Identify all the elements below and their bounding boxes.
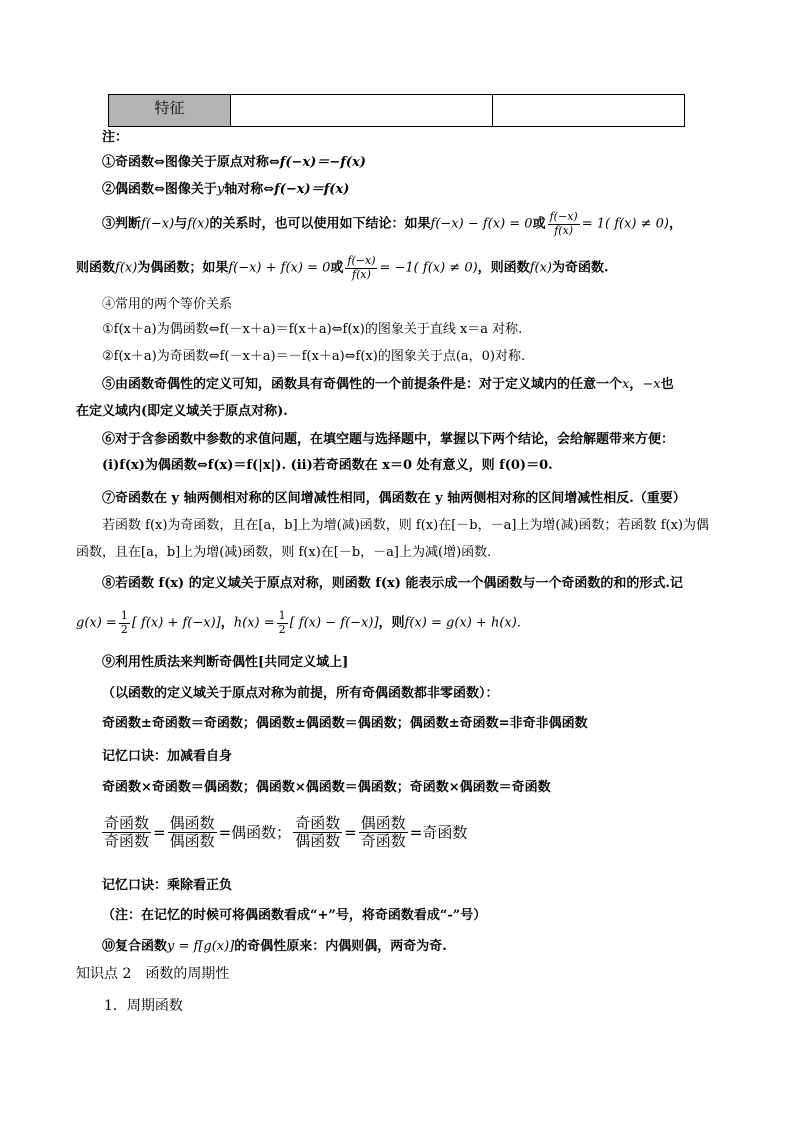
item-5-negx: −x xyxy=(642,377,661,392)
item-5-line-1 xyxy=(102,377,674,393)
division-fraction xyxy=(168,815,217,851)
item-3-line2-d: ，则函数 xyxy=(477,260,530,276)
item-4-1: ①f(x＋a)为偶函数⇔f(－x＋a)＝f(x＋a)⇔f(x)的图象关于直线 x＝a 对称. xyxy=(102,322,523,337)
item-8-sep2: ，则 xyxy=(378,615,405,631)
item-3-line2-c: 或 xyxy=(330,260,344,276)
item-3-text-b: 与 xyxy=(174,216,188,232)
item-3-line-2 xyxy=(76,255,609,281)
item-5-line-2: 在定义域内(即定义域关于原点对称). xyxy=(76,404,288,419)
fraction-denominator: 2 xyxy=(120,622,128,636)
item-1-formula: f(−x)＝−f(x) xyxy=(279,155,366,170)
item-3-sum: f(−x) + f(x) = 0 xyxy=(228,260,331,276)
item-5-text: ⑤由函数奇偶性的定义可知，函数具有奇偶性的一个前提条件是：对于定义域内的任意一个 xyxy=(102,377,623,392)
fraction-denominator: 2 xyxy=(278,622,286,636)
fraction-numerator: f(−x) xyxy=(347,254,376,267)
item-10-formula: y = f[g(x)] xyxy=(167,939,235,954)
fraction-numerator: 偶函数 xyxy=(360,814,406,832)
item-10 xyxy=(102,939,447,955)
item-8-half xyxy=(119,610,130,636)
item-9-mnemonic-1: 记忆口诀：加减看自身 xyxy=(102,749,233,764)
item-3-line-1 xyxy=(102,211,682,237)
item-2-y: y xyxy=(216,182,225,197)
item-9-rule-mul: 奇函数×奇函数＝偶函数；偶函数×偶函数＝偶函数；奇函数×偶函数＝奇函数 xyxy=(102,780,551,795)
item-9-title: ⑨利用性质法来判断奇偶性[共同定义域上] xyxy=(102,655,349,670)
item-1-text: ①奇函数⇔图像关于原点对称⇔ xyxy=(102,155,280,170)
item-5-also: 也 xyxy=(660,377,674,392)
equals-sign: = xyxy=(153,823,166,842)
item-3-text-a: ③判断 xyxy=(102,216,142,232)
item-4-2: ②f(x＋a)为奇函数⇔f(－x＋a)＝－f(x＋a)⇔f(x)的图象关于点(a，0)对称. xyxy=(102,349,526,364)
fraction-numerator: 奇函数 xyxy=(295,814,341,832)
item-8-line-1: ⑧若函数 f(x) 的定义域关于原点对称，则函数 f(x) 能表示成一个偶函数与一个奇函数的和的形式.记 xyxy=(102,576,683,591)
item-3-line2-fx: f(x) xyxy=(115,260,138,276)
item-3-text-c: 的关系时，也可以使用如下结论：如果 xyxy=(209,216,431,232)
item-3-fraction-2 xyxy=(345,255,377,281)
item-8-line-2 xyxy=(76,610,521,636)
fraction-denominator: f(x) xyxy=(352,267,371,281)
item-9-mnemonic-2: 记忆口诀：乘除看正负 xyxy=(102,878,233,893)
item-8-end: . xyxy=(516,615,521,631)
fraction-denominator: 奇函数 xyxy=(360,832,406,851)
item-8-h-lhs: h(x) = xyxy=(233,615,275,631)
fraction-numerator: f(−x) xyxy=(549,210,578,223)
fraction-numerator: 1 xyxy=(278,609,286,622)
item-3-f-negx: f(−x) xyxy=(141,216,175,232)
item-2-text: ②偶函数⇔图像关于 xyxy=(102,182,217,197)
fraction-denominator: 偶函数 xyxy=(169,832,215,851)
item-9-division-rules xyxy=(100,815,467,851)
note-label: 注： xyxy=(102,130,129,145)
item-3-line2-a: 则函数 xyxy=(76,260,116,276)
item-6-line-2: (i)f(x)为偶函数⇔f(x)＝f(|x|). (ii)若奇函数在 x＝0 处有意义，则 f(0)＝0. xyxy=(102,458,553,473)
table-row xyxy=(109,95,685,127)
item-3-line2-e: 为奇函数. xyxy=(551,260,609,276)
table-cell xyxy=(493,95,685,127)
division-fraction xyxy=(293,815,342,851)
item-1 xyxy=(102,155,366,171)
item-3-eq1: = 1( f(x) ≠ 0) xyxy=(581,216,669,232)
item-8-half-2 xyxy=(277,610,288,636)
item-3-text-e: ， xyxy=(668,216,682,232)
subsection-heading-1: 1．周期函数 xyxy=(104,998,183,1014)
item-7-line-2: 若函数 f(x)为奇函数，且在[a，b]上为增(减)函数，则 f(x)在[－b，－a]上为增(减)函数；若函数 f(x)为偶 xyxy=(102,518,709,533)
division-result-1: =偶函数； xyxy=(218,823,292,842)
division-result-2: =奇函数 xyxy=(409,823,468,842)
item-7-line-1: ⑦奇函数在 y 轴两侧相对称的区间增减性相同，偶函数在 y 轴两侧相对称的区间增减性相反.（重要） xyxy=(102,491,686,506)
fraction-denominator: 偶函数 xyxy=(295,832,341,851)
item-5-comma: ， xyxy=(629,377,643,392)
fraction-denominator: 奇函数 xyxy=(104,832,150,851)
item-3-fraction xyxy=(548,211,580,237)
item-9-rule-add: 奇函数±奇函数＝奇函数；偶函数±偶函数＝偶函数；偶函数±奇函数=非奇非偶函数 xyxy=(102,716,588,731)
item-3-eqm1: = −1( f(x) ≠ 0) xyxy=(379,260,478,276)
item-9-note: （注：在记忆的时候可将偶函数看成“+”号，将奇函数看成“-”号） xyxy=(102,908,487,923)
item-4-title: ④常用的两个等价关系 xyxy=(102,297,233,312)
table-cell xyxy=(231,95,493,127)
division-fraction xyxy=(102,815,151,851)
item-3-line2-fx2: f(x) xyxy=(529,260,552,276)
item-10-text-a: ⑩复合函数 xyxy=(102,939,168,954)
item-6-line-1: ⑥对于含参函数中参数的求值问题，在填空题与选择题中，掌握以下两个结论，会给解题带来方便： xyxy=(102,432,675,447)
feature-table xyxy=(108,94,685,127)
item-8-h-rhs: [ f(x) − f(−x)] xyxy=(289,615,379,631)
item-10-text-b: 的奇偶性原来：内偶则偶，两奇为奇. xyxy=(234,939,447,954)
item-8-sep1: ， xyxy=(220,615,234,631)
fraction-numerator: 偶函数 xyxy=(169,814,215,832)
item-3-line2-b: 为偶函数；如果 xyxy=(137,260,229,276)
section-heading-2: 知识点 2 函数的周期性 xyxy=(76,966,230,982)
item-2 xyxy=(102,182,349,198)
item-5-x: x xyxy=(622,377,630,392)
item-8-g-lhs: g(x) = xyxy=(76,615,117,631)
item-7-line-3: 函数，且在[a，b]上为增(减)函数，则 f(x)在[－b，－a]上为减(增)函数. xyxy=(76,545,492,560)
item-2-text2: 轴对称⇔ xyxy=(224,182,275,197)
item-9-premise: （以函数的定义域关于原点对称为前提，所有奇偶函数都非零函数）： xyxy=(102,686,499,701)
fraction-numerator: 奇函数 xyxy=(104,814,150,832)
fraction-numerator: 1 xyxy=(120,609,128,622)
item-3-text-d: 或 xyxy=(532,216,546,232)
table-header-cell: 特征 xyxy=(109,95,231,127)
item-3-diff: f(−x) − f(x) = 0 xyxy=(430,216,533,232)
equals-sign: = xyxy=(344,823,357,842)
item-8-conclusion: f(x) = g(x) + h(x) xyxy=(404,615,517,631)
fraction-denominator: f(x) xyxy=(554,223,574,237)
division-fraction xyxy=(359,815,408,851)
item-8-g-rhs: [ f(x) + f(−x)] xyxy=(131,615,221,631)
item-2-formula: f(−x)＝f(x) xyxy=(274,182,350,197)
item-3-fx: f(x) xyxy=(187,216,210,232)
